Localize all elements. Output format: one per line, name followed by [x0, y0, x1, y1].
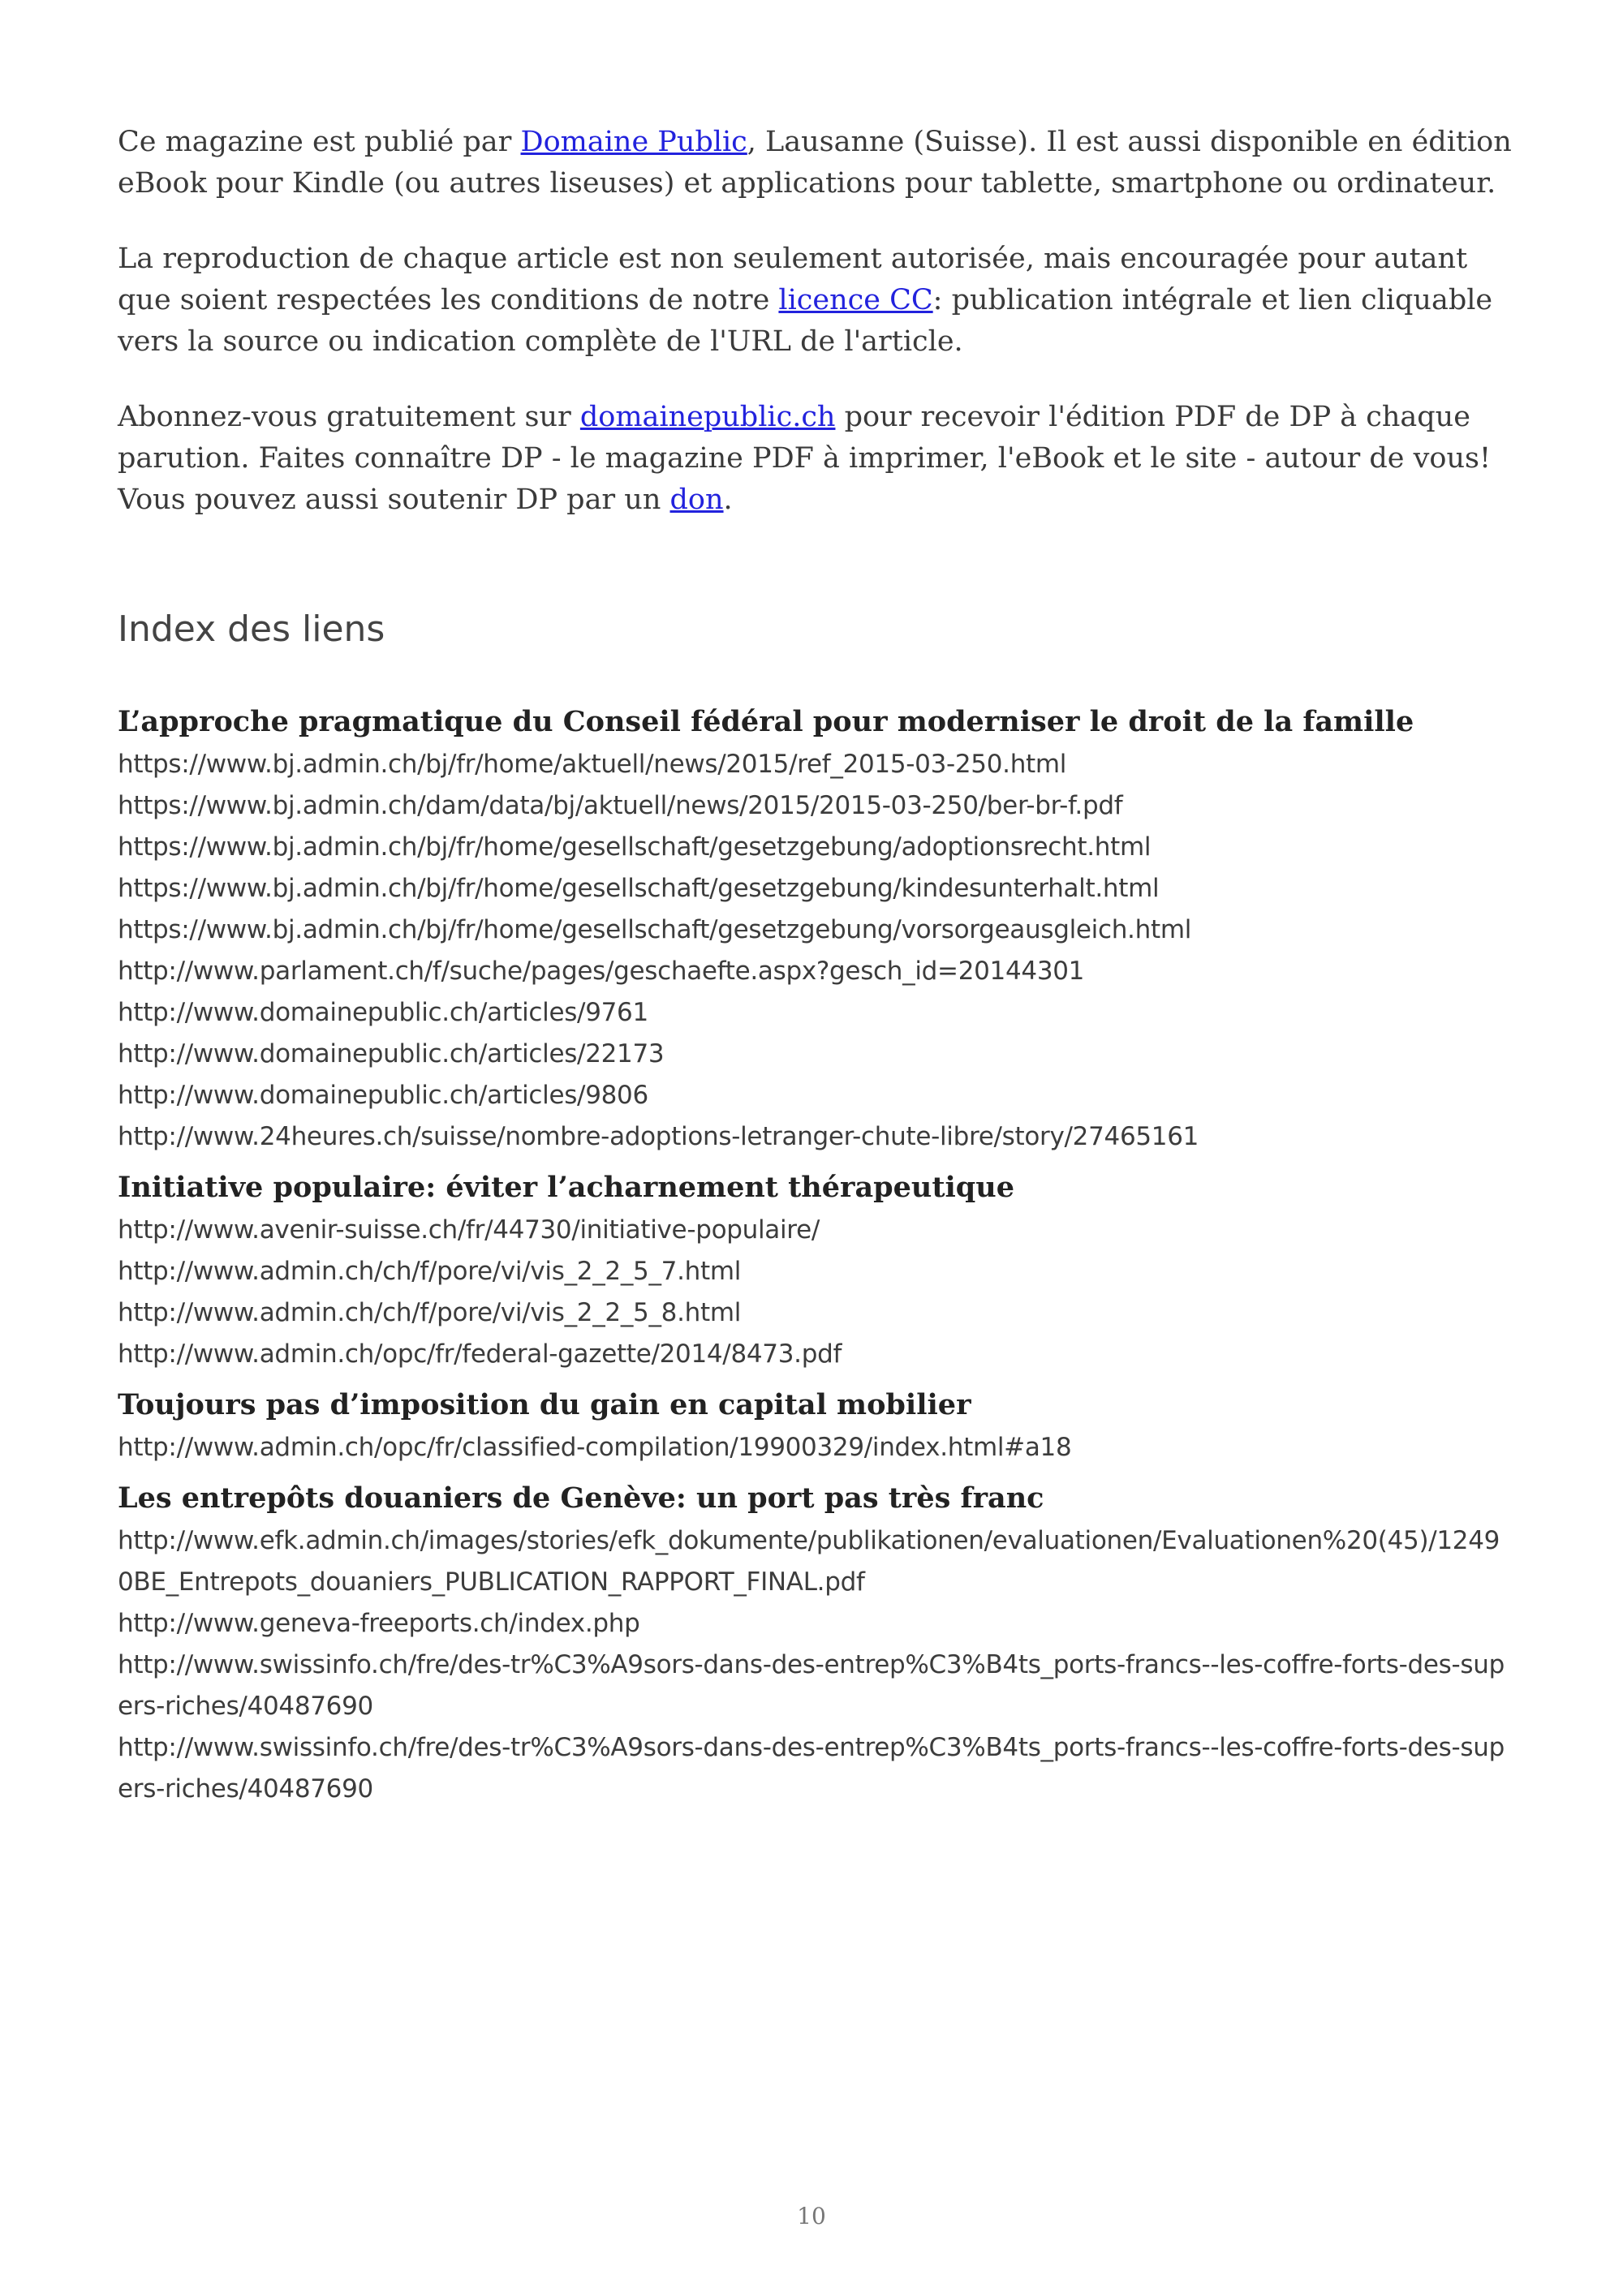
index-title: Index des liens	[118, 608, 385, 650]
link-url[interactable]: https://www.bj.admin.ch/bj/fr/home/gesellschaft/gesetzgebung/vorsorgeausgleich.html	[118, 915, 1192, 944]
domaine-public-link[interactable]: Domaine Public	[520, 126, 747, 158]
don-link[interactable]: don	[669, 484, 724, 516]
page-number: 10	[797, 2203, 826, 2229]
link-list	[118, 744, 1513, 1158]
link-url[interactable]: http://www.admin.ch/ch/f/pore/vi/vis_2_2_5_8.html	[118, 1298, 742, 1327]
link-url[interactable]: http://www.swissinfo.ch/fre/des-tr%C3%A9sors-dans-des-entrep%C3%B4ts_ports-francs--les-coffre-forts-des-supers-riches/40487690	[118, 1733, 1505, 1804]
page	[118, 122, 1513, 1820]
link-url[interactable]: http://www.admin.ch/opc/fr/classified-compilation/19900329/index.html#a18	[118, 1433, 1072, 1462]
index-section	[118, 702, 1513, 1158]
intro-paragraph-subscribe: Abonnez-vous gratuitement sur domainepublic.ch pour recevoir l'édition PDF de DP à chaque parution. Faites connaître DP - le magazine PDF à imprimer, l'eBook et le site - autour de vous! Vous pouvez aussi soutenir DP par un don.	[118, 401, 1492, 516]
link-url[interactable]: https://www.bj.admin.ch/bj/fr/home/gesellschaft/gesetzgebung/adoptionsrecht.html	[118, 832, 1152, 862]
link-url[interactable]: http://www.geneva-freeports.ch/index.php	[118, 1609, 640, 1638]
link-url[interactable]: http://www.parlament.ch/f/suche/pages/geschaefte.aspx?gesch_id=20144301	[118, 957, 1085, 986]
intro	[118, 122, 1513, 521]
link-index	[118, 702, 1513, 1810]
link-url[interactable]: http://www.avenir-suisse.ch/fr/44730/initiative-populaire/	[118, 1215, 820, 1245]
link-url[interactable]: http://www.domainepublic.ch/articles/9761	[118, 998, 648, 1027]
licence-cc-link[interactable]: licence CC	[778, 284, 933, 316]
link-url[interactable]: https://www.bj.admin.ch/dam/data/bj/aktuell/news/2015/2015-03-250/ber-br-f.pdf	[118, 791, 1123, 820]
domainepublic-link[interactable]: domainepublic.ch	[579, 401, 836, 433]
intro-paragraph-publisher: Ce magazine est publié par Domaine Public, Lausanne (Suisse). Il est aussi disponible en édition eBook pour Kindle (ou autres liseuses) et applications pour tablette, smartphone ou ordinateur.	[118, 126, 1512, 200]
intro-paragraph-license: La reproduction de chaque article est non seulement autorisée, mais encouragée pour autant que soient respectées les conditions de notre licence CC: publication intégrale et lien cliquable vers la source ou indication complète de l'URL de l'article.	[118, 243, 1493, 358]
link-url[interactable]: http://www.admin.ch/ch/f/pore/vi/vis_2_2_5_7.html	[118, 1257, 742, 1286]
section-title: L’approche pragmatique du Conseil fédéral pour moderniser le droit de la famille	[118, 705, 1414, 738]
index-section	[118, 1385, 1513, 1468]
section-title: Initiative populaire: éviter l’acharnement thérapeutique	[118, 1171, 1014, 1204]
link-list	[118, 1210, 1513, 1375]
link-url[interactable]: https://www.bj.admin.ch/bj/fr/home/aktuell/news/2015/ref_2015-03-250.html	[118, 750, 1067, 779]
link-list	[118, 1427, 1513, 1468]
index-section	[118, 1167, 1513, 1375]
index-section	[118, 1478, 1513, 1810]
link-url[interactable]: http://www.24heures.ch/suisse/nombre-adoptions-letranger-chute-libre/story/27465161	[118, 1122, 1199, 1151]
section-title: Les entrepôts douaniers de Genève: un port pas très franc	[118, 1481, 1044, 1515]
link-list	[118, 1520, 1513, 1810]
link-url[interactable]: http://www.swissinfo.ch/fre/des-tr%C3%A9sors-dans-des-entrep%C3%B4ts_ports-francs--les-coffre-forts-des-supers-riches/40487690	[118, 1650, 1505, 1721]
link-url[interactable]: https://www.bj.admin.ch/bj/fr/home/gesellschaft/gesetzgebung/kindesunterhalt.html	[118, 874, 1160, 903]
section-title: Toujours pas d’imposition du gain en capital mobilier	[118, 1388, 971, 1421]
link-url[interactable]: http://www.admin.ch/opc/fr/federal-gazette/2014/8473.pdf	[118, 1339, 842, 1369]
link-url[interactable]: http://www.efk.admin.ch/images/stories/efk_dokumente/publikationen/evaluationen/Evaluationen%20(45)/12490BE_Entrepots_douaniers_PUBLICATION_RAPPORT_FINAL.pdf	[118, 1526, 1500, 1597]
link-url[interactable]: http://www.domainepublic.ch/articles/9806	[118, 1081, 648, 1110]
link-url[interactable]: http://www.domainepublic.ch/articles/22173	[118, 1039, 665, 1068]
